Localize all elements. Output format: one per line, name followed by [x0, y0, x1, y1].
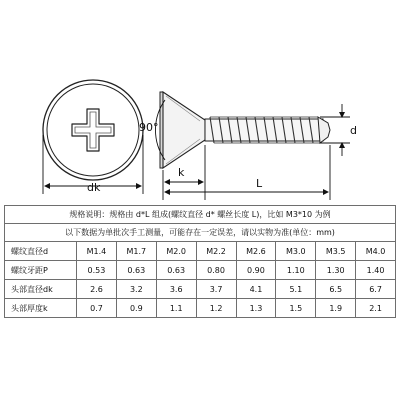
- row-header: 头部直径dk: [5, 280, 77, 299]
- screw-head-top-view: [43, 80, 143, 180]
- table-cell: M3.5: [316, 242, 356, 261]
- table-cell: 0.9: [116, 299, 156, 318]
- table-cell: M4.0: [356, 242, 396, 261]
- table-cell: 1.3: [236, 299, 276, 318]
- table-cell: 1.1: [156, 299, 196, 318]
- table-cell: 4.1: [236, 280, 276, 299]
- table-cell: M2.0: [156, 242, 196, 261]
- row-header: 头部厚度k: [5, 299, 77, 318]
- spec-note: 规格说明：规格由 d*L 组成(螺纹直径 d* 螺丝长度 L)，比如 M3*10 为例: [5, 206, 396, 224]
- table-cell: 1.5: [276, 299, 316, 318]
- table-cell: 0.53: [77, 261, 117, 280]
- table-cell: 3.6: [156, 280, 196, 299]
- row-header: 螺纹牙距P: [5, 261, 77, 280]
- angle-label: 90°: [139, 121, 159, 134]
- k-label: k: [178, 166, 185, 179]
- table-row: [5, 299, 396, 318]
- table-cell: 1.10: [276, 261, 316, 280]
- table-cell: M2.6: [236, 242, 276, 261]
- table-cell: 1.30: [316, 261, 356, 280]
- d-label: d: [350, 124, 357, 137]
- table-cell: 1.2: [196, 299, 236, 318]
- table-cell: M2.2: [196, 242, 236, 261]
- spec-table: [4, 205, 396, 318]
- table-cell: 6.5: [316, 280, 356, 299]
- row-header: 螺纹直径d: [5, 242, 77, 261]
- table-cell: 0.63: [156, 261, 196, 280]
- table-cell: 0.63: [116, 261, 156, 280]
- table-cell: 6.7: [356, 280, 396, 299]
- screw-side-view: [160, 92, 330, 168]
- note-row: [5, 206, 396, 224]
- table-cell: 5.1: [276, 280, 316, 299]
- table-cell: M3.0: [276, 242, 316, 261]
- table-cell: 2.1: [356, 299, 396, 318]
- note-row: [5, 224, 396, 242]
- table-cell: M1.4: [77, 242, 117, 261]
- table-row: [5, 261, 396, 280]
- table-cell: 0.90: [236, 261, 276, 280]
- table-cell: 2.6: [77, 280, 117, 299]
- table-cell: 1.40: [356, 261, 396, 280]
- table-cell: 3.7: [196, 280, 236, 299]
- measure-note: 以下数据为单批次手工测量，可能存在一定误差，请以实物为准(单位：mm): [5, 224, 396, 242]
- table-cell: M1.7: [116, 242, 156, 261]
- table-cell: 0.7: [77, 299, 117, 318]
- dk-label: dk: [87, 181, 101, 194]
- table-header-row: [5, 242, 396, 261]
- l-dimension: [165, 145, 330, 200]
- table-cell: 0.80: [196, 261, 236, 280]
- table-cell: 3.2: [116, 280, 156, 299]
- l-label: L: [256, 177, 263, 190]
- table-row: [5, 280, 396, 299]
- table-cell: 1.9: [316, 299, 356, 318]
